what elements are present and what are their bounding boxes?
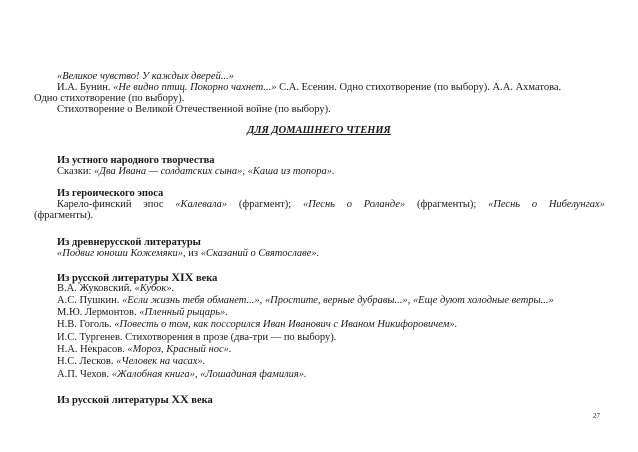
- page-number: 27: [593, 412, 600, 420]
- text-line: (фрагменты).: [34, 210, 94, 221]
- heading-text: Из русской литературы: [57, 395, 172, 406]
- author-name: Н.В. Гоголь.: [57, 319, 115, 330]
- subsection-heading-folk: Из устного народного творчества: [57, 155, 215, 166]
- subsection-heading-20th-century: [57, 393, 213, 407]
- work-title: «Сказаний о Святославе».: [200, 248, 320, 259]
- subsection-heading-epic: Из героического эпоса: [57, 188, 164, 199]
- list-item: [57, 307, 228, 319]
- work-titles: «Человек на часах».: [116, 356, 206, 367]
- word: Карело-финский: [57, 199, 132, 210]
- author-name: В.А. Жуковский.: [57, 283, 135, 294]
- work-titles: «Жалобная книга», «Лошадиная фамилия».: [111, 369, 307, 380]
- work-titles: «Мороз, Красный нос».: [127, 344, 232, 355]
- list-item: [57, 319, 457, 331]
- epic-text-justified: [57, 199, 605, 211]
- work-title-part: Нибелунгах»: [548, 199, 605, 210]
- author-name: И.А. Бунин.: [57, 82, 114, 93]
- author-name: И.С. Тургенев. Стихотворения в прозе (два-три — по выбору).: [57, 332, 337, 343]
- folk-text: [57, 166, 335, 178]
- text-line: Стихотворение о Великой Отечественной войне (по выбору).: [57, 104, 331, 115]
- list-item: [57, 283, 174, 295]
- text-line: Одно стихотворение (по выбору).: [34, 93, 185, 104]
- roman-numeral: XIX: [171, 270, 194, 284]
- work-title: «Подвиг юноши Кожемяки»: [57, 248, 184, 259]
- author-name: Н.С. Лесков.: [57, 356, 117, 367]
- work-titles: «Если жизнь тебя обманет...», «Простите, верные дубравы...», «Еще дуют холодные ветры...»: [121, 295, 554, 306]
- work-titles: «Кубок».: [134, 283, 175, 294]
- old-russian-text: [57, 248, 319, 260]
- author-name: А.П. Чехов.: [57, 369, 112, 380]
- work-title-part: о: [346, 199, 352, 210]
- author-name: А.С. Пушкин.: [57, 295, 122, 306]
- heading-text: века: [193, 273, 218, 284]
- work-title-part: Роланде»: [363, 199, 406, 210]
- word: (фрагмент);: [238, 199, 292, 210]
- work-title-part: «Песнь: [302, 199, 335, 210]
- work-title-part: «Песнь: [488, 199, 521, 210]
- heading-text: века: [188, 395, 213, 406]
- list-item: [57, 295, 554, 307]
- text-plain: Сказки:: [57, 166, 95, 177]
- work-titles: «Два Ивана — солдатских сына», «Каша из топора».: [94, 166, 335, 177]
- roman-numeral: XX: [171, 392, 189, 406]
- line-rest: С.А. Есенин. Одно стихотворение (по выбору). А.А. Ахматова.: [276, 82, 562, 93]
- text-plain: , из: [183, 248, 201, 259]
- list-item: [57, 369, 307, 381]
- list-item: [57, 332, 336, 344]
- author-name: Н.А. Некрасов.: [57, 344, 128, 355]
- work-titles: «Повесть о том, как поссорился Иван Иванович с Иваном Никифоровичем».: [114, 319, 458, 330]
- list-item: [57, 344, 232, 356]
- word: (фрагменты);: [416, 199, 477, 210]
- poem-line: «Великое чувство! У каждых дверей...»: [57, 71, 234, 82]
- work-titles: «Пленный рыцарь».: [139, 307, 228, 318]
- list-item: [57, 356, 205, 368]
- author-name: М.Ю. Лермонтов.: [57, 307, 140, 318]
- section-heading: ДЛЯ ДОМАШНЕГО ЧТЕНИЯ: [247, 125, 391, 136]
- work-title-part: о: [531, 199, 538, 210]
- subsection-heading-old-russian: Из древнерусской литературы: [57, 237, 201, 248]
- word: эпос: [143, 199, 164, 210]
- work-title: «Калевала»: [175, 199, 228, 210]
- work-title: «Не видно птиц. Покорно чахнет...»: [113, 82, 277, 93]
- heading-text: Из русской литературы: [57, 273, 172, 284]
